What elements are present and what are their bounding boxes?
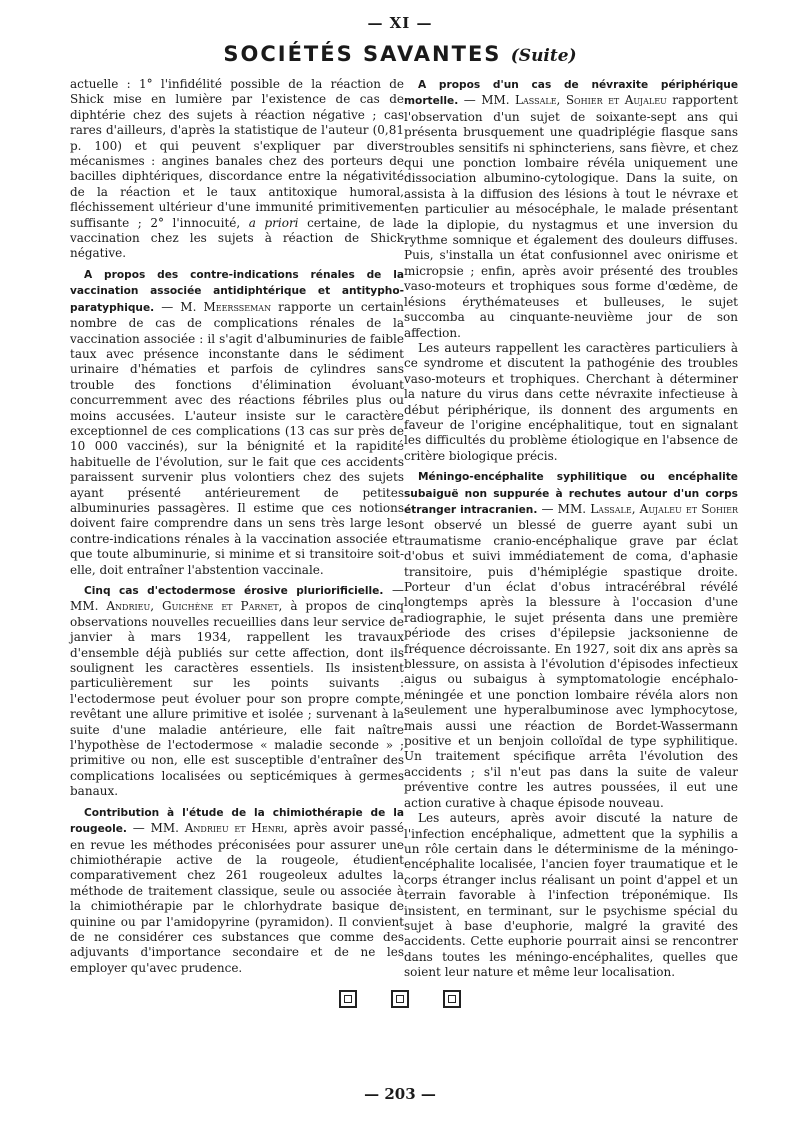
section-body: après avoir passé en revue les méthodes préconisées pour assurer une chimiothérapie active de la rougeole, étudient comparativement chez 261 rougeoleux adultes la méthode de traitement classique, seule ou associée à la chimiothérapie par le chlorhydrate basique de quinine ou par l'amidopyrine (pyramidon). Il convient de ne considérer ces substances que comme des adjuvants d'importance secondaire et de ne les employer qu'avec prudence. [70,821,404,975]
section-heading: Contribution à l'étude de la chimiothérapie de la rougeole. [70,806,404,836]
section-heading: Méningo-encéphalite syphilitique ou encéphalite subaiguë non suppurée à rechutes autour d'un corps étranger intracranien. [404,471,738,516]
continuation-text: actuelle : 1° l'infidélité possible de la réaction de Shick mise en lumière par l'existence de cas de diphtérie chez des sujets à réaction négative ; cas rares d'ailleurs, d'après la statistique de l'auteur (0,81 p. 100) et qui peuvent s'expliquer par divers mécanismes : angines banales chez des porteurs de bacilles diphtériques, discordance entre la négativité de la réaction et le taux antitoxique humoral, fléchissement ultérieur d'une immunité primitivement suffisante ; 2° l'innocuité, [70,77,404,230]
section-author: MM. Lassale, Sohier et Aujaleu [481,93,667,108]
section-author: MM. Andrieu, Guichène et Parnet, [70,599,283,614]
continuation-paragraph [70,77,404,262]
left-column [70,77,404,976]
section-body: rapporte un certain nombre de cas de complications rénales de la vaccination associée : il s'agit d'albuminuries de faible taux avec présence inconstante dans le sédiment urinaire d'hématies et parfois de cylindres sans trouble des fonctions d'élimination évoluant concurremment avec des réactions fébriles plus ou moins accusées. L'auteur insiste sur le caractère exceptionnel de ces complications (13 cas sur près de 10 000 vaccinés), sur la bénignité et la rapidité habituelle de l'évolution, sur le fait que ces accidents paraissent survenir plus volontiers chez des sujets ayant présenté antérieurement de petites albuminuries passagères. Il estime que ces notions doivent faire comprendre dans un sens très large les contre-indications rénales à la vaccination associée et que toute albuminurie, si minime et si transitoire soit-elle, doit entraîner l'abstention vaccinale. [70,299,404,577]
square-ornament-icon [339,990,357,1008]
ornament-row [0,990,800,1008]
section-body: rapportent l'observation d'un sujet de soixante-sept ans qui présenta brusquement une quadriplégie flasque sans troubles sensitifs ni sphincteriens, sans fièvre, et chez qui une ponction lombaire révéla uniquement une dissociation albumino-cytologique. Dans la suite, on assista à la diffusion des lésions à tout le névraxe et en particulier au mésocéphale, le malade présentant de la diplopie, du nystagmus et une inversion du rythme somnique et également des douleurs diffuses. Puis, s'installa un état confusionnel avec onirisme et micropsie ; enfin, après avoir présenté des troubles vaso-moteurs et trophiques sous forme d'œdème, de lésions érythémateuses et bulleuses, le sujet succomba au cinquante-neuvième jour de son affection. [404,93,738,340]
continuation-italic: a priori [248,215,299,230]
section-author: M. Meersseman [180,299,272,314]
section-meningo-encephalite: Méningo-encéphalite syphilitique ou encéphalite subaiguë non suppurée à rechutes autour d'un corps étranger intracranien. — MM. Lassale, Aujaleu et Sohier ont observé un blessé de guerre ayant subi un traumatisme cranio-encéphalique grave par éclat d'obus et suivi immédiatement de coma, d'aphasie transitoire, puis d'hémiplégie spastique droite. Porteur d'un éclat d'obus intracérébral révélé longtemps après la blessure à l'occasion d'une radiographie, le sujet présenta dans une première période des crises d'épilepsie jacksonienne de fréquence décroissante. En 1927, soit dix ans après sa blessure, on assista à l'évolution d'épisodes infectieux aigus ou subaigus à symptomatologie encéphalo-méningée et une ponction lombaire révéla alors non seulement une hyperalbuminose avec lymphocytose, mais aussi une réaction de Bordet-Wassermann positive et un benjoin colloïdal de type syphilitique. Un traitement spécifique arrêta l'évolution des accidents ; s'il n'eut pas dans la suite de valeur préventive contre les autres poussées, il eut une action curative à chaque épisode nouveau. [404,471,738,810]
title-text: SOCIÉTÉS SAVANTES [223,42,502,66]
section-nevraxite-discussion: Les auteurs rappellent les caractères particuliers à ce syndrome et discutent la pathogénie des troubles vaso-moteurs et trophiques. Cherchant à déterminer la nature du virus dans cette névraxite infectieuse à début périphérique, ils donnent des arguments en faveur de l'origine encéphalitique, tout en signalant les difficultés du problème étiologique en l'absence de critère biologique précis. [404,340,738,463]
page-title [0,42,800,66]
section-ectodermose: Cinq cas d'ectodermose érosive pluriorificielle. — MM. Andrieu, Guichène et Parnet, à propos de cinq observations nouvelles recueillies dans leur service de janvier à mars 1934, rappellent les travaux d'ensemble déjà publiés sur cette affection, dont ils soulignent les caractères essentiels. Ils insistent particulièrement sur les points suivants : l'ectodermose peut évoluer pour son propre compte, revêtant une allure primitive et isolée ; survenant à la suite d'une maladie antérieure, elle fait naître l'hypothèse de l'ectodermose « maladie seconde » ; primitive ou non, elle est susceptible d'entraîner des complications localisées ou septicémiques à germes banaux. [70,583,404,799]
section-nevraxite: A propos d'un cas de névraxite périphérique mortelle. — MM. Lassale, Sohier et Aujaleu rapportent l'observation d'un sujet de soixante-sept ans qui présenta brusquement une quadriplégie flasque sans troubles sensitifs ni sphincteriens, sans fièvre, et chez qui une ponction lombaire révéla uniquement une dissociation albumino-cytologique. Dans la suite, on assista à la diffusion des lésions à tout le névraxe et en particulier au mésocéphale, le malade présentant de la diplopie, du nystagmus et une inversion du rythme somnique et également des douleurs diffuses. Puis, s'installa un état confusionnel avec onirisme et micropsie ; enfin, après avoir présenté des troubles vaso-moteurs et trophiques sous forme d'œdème, de lésions érythémateuses et bulleuses, le sujet succomba au cinquante-neuvième jour de son affection. [404,79,738,340]
section-rougeole: Contribution à l'étude de la chimiothérapie de la rougeole. — MM. Andrieu et Henri, après avoir passé en revue les méthodes préconisées pour assurer une chimiothérapie active de la rougeole, étudient comparativement chez 261 rougeoleux adultes la méthode de traitement classique, seule ou associée à la chimiothérapie par le chlorhydrate basique de quinine ou par l'amidopyrine (pyramidon). Il convient de ne considérer ces substances que comme des adjuvants d'importance secondaire et de ne les employer qu'avec prudence. [70,806,404,975]
section-body: ont observé un blessé de guerre ayant subi un traumatisme cranio-encéphalique grave par éclat d'obus et suivi immédiatement de coma, d'aphasie transitoire, puis d'hémiplégie spastique droite. Porteur d'un éclat d'obus intracérébral révélé longtemps après la blessure à l'occasion d'une radiographie, le sujet présenta dans une première période des crises d'épilepsie jacksonienne de fréquence décroissante. En 1927, soit dix ans après sa blessure, on assista à l'évolution d'épisodes infectieux aigus ou subaigus à symptomatologie encéphalo-méningée et une ponction lombaire révéla alors non seulement une hyperalbuminose avec lymphocytose, mais aussi une réaction de Bordet-Wassermann positive et un benjoin colloïdal de type syphilitique. Un traitement spécifique arrêta l'évolution des accidents ; s'il n'eut pas dans la suite de valeur préventive contre les autres poussées, il eut une action curative à chaque épisode nouveau. [404,518,738,810]
section-body: à propos de cinq observations nouvelles recueillies dans leur service de janvier à mars 1934, rappellent les travaux d'ensemble déjà publiés sur cette affection, dont ils soulignent les caractères essentiels. Ils insistent particulièrement sur les points suivants : l'ectodermose peut évoluer pour son propre compte, revêtant une allure primitive et isolée ; survenant à la suite d'une maladie antérieure, elle fait naître l'hypothèse de l'ectodermose « maladie seconde » ; primitive ou non, elle est susceptible d'entraîner des complications localisées ou septicémiques à germes banaux. [70,599,404,799]
title-suffix: (Suite) [510,46,577,66]
section-heading: Cinq cas d'ectodermose érosive pluriorificielle. [84,585,384,597]
square-ornament-icon [443,990,461,1008]
section-author: MM. Andrieu et Henri, [150,821,288,836]
right-column [404,77,738,981]
section-meningo-encephalite-discussion: Les auteurs, après avoir discuté la nature de l'infection encéphalique, admettent que la syphilis a un rôle certain dans le déterminisme de la méningo-encéphalite localisée, l'ancien foyer traumatique et le corps étranger inclus réalisant un point d'appel et un terrain favorable à l'infection tréponémique. Ils insistent, en terminant, sur le psychisme spécial du sujet à base d'euphorie, malgré la gravité des accidents. Cette euphorie pourrait ainsi se rencontrer dans toutes les méningo-encéphalites, quelles que soient leur nature et même leur localisation. [404,811,738,980]
section-renal-contraindications: A propos des contre-indications rénales de la vaccination associée antidiphtérique et antitypho-paratyphique. — M. Meersseman rapporte un certain nombre de cas de complications rénales de la vaccination associée : il s'agit d'albuminuries de faible taux avec présence inconstante dans le sédiment urinaire d'hématies et parfois de cylindres sans trouble des fonctions d'élimination évoluant concurremment avec des réactions fébriles plus ou moins accusées. L'auteur insiste sur le caractère exceptionnel de ces complications (13 cas sur près de 10 000 vaccinés), sur la bénignité et la rapidité habituelle de l'évolution, sur le fait que ces accidents paraissent survenir plus volontiers chez des sujets ayant présenté antérieurement de petites albuminuries passagères. Il estime que ces notions doivent faire comprendre dans un sens très large les contre-indications rénales à la vaccination associée et que toute albuminurie, si minime et si transitoire soit-elle, doit entraîner l'abstention vaccinale. [70,268,404,577]
section-heading: A propos des contre-indications rénales de la vaccination associée antidiphtérique et antitypho-paratyphique. [70,268,404,314]
square-ornament-icon [391,990,409,1008]
page-number: — 203 — [364,1085,436,1103]
roman-page-number: — XI — [367,14,433,32]
section-author: MM. Lassale, Aujaleu et Sohier [557,501,738,516]
continuation-text-end: certaine, de la vaccination chez les sujets à réaction de Shick négative. [70,215,404,261]
section-heading: A propos d'un cas de névraxite périphérique mortelle. [404,79,738,108]
